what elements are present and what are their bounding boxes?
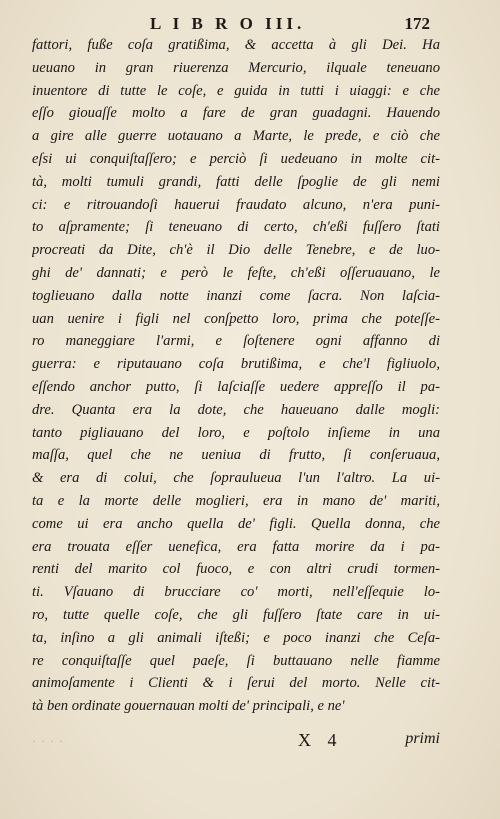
- signature-mark: X 4: [298, 730, 343, 750]
- running-head: L I B R O III.: [150, 14, 306, 33]
- text-line: guerra: e riputauano coſa brutißima, e che'l figliuolo,: [32, 356, 440, 373]
- text-line: renti del marito col fuoco, e con altri crudi tormen-: [32, 561, 440, 578]
- text-line: animoſamente i Clienti & i ſerui del morto. Nelle cit-: [32, 675, 440, 692]
- catchword: primi: [405, 730, 440, 747]
- text-line: tà, molti tumuli grandi, fatti delle ſpoglie de gli nemi: [32, 173, 440, 190]
- text-line: ta, inſino a gli animali iſteßi; e poco inanzi che Ceſa-: [32, 629, 440, 646]
- text-line: ro, tutte quelle coſe, che gli fuſſero ſtate care in ui-: [32, 606, 440, 623]
- page-header: [78, 14, 430, 36]
- text-line: ro maneggiare l'armi, e ſoſtenere ogni affanno di: [32, 333, 440, 350]
- text-line: dre. Quanta era la dote, che haueuano dalle mogli:: [32, 401, 440, 418]
- text-line: ghi de' dannati; e però le feſte, ch'eßi oſſeruauano, le: [32, 264, 440, 281]
- text-line: tanto pigliauano del loro, e poſtolo inſieme in una: [32, 424, 440, 441]
- text-line: a gire alle guerre uotauano a Marte, le prede, e ciò che: [32, 128, 440, 145]
- text-line: eſſendo anchor putto, ſi laſciaſſe uedere appreſſo il pa-: [32, 378, 440, 395]
- text-line: re conquiſtaſſe quel paeſe, ſi buttauano nelle fiamme: [32, 652, 440, 669]
- text-line: inuentore di tutte le coſe, e guida in tutti i uiaggi: e che: [32, 82, 440, 99]
- text-line: eſsi ui conquiſtaſſero; e perciò ſi uedeuano in molte cit-: [32, 150, 440, 167]
- text-line: to aſpramente; ſi teneuano di certo, ch'eßi fuſſero ſtati: [32, 219, 440, 236]
- text-line: come ui era ancho quella de' figli. Quella donna, che: [32, 515, 440, 532]
- text-line: ci: e ritrouandoſi hauerui fraudato alcuno, n'era puni-: [32, 196, 440, 213]
- text-line: era trouata eſſer uenefica, era fatta morire da i pa-: [32, 538, 440, 555]
- page-footer: [32, 730, 440, 754]
- page-number: 172: [404, 14, 430, 33]
- text-line: fattori, fuße coſa gratißima, & accetta à gli Dei. Ha: [32, 37, 440, 53]
- text-line: tà ben ordinate gouernauan molti de' principali, e ne': [32, 698, 345, 715]
- body-text: [32, 34, 440, 718]
- text-line: toglieuano dalla notte inanzi come ſacra. Non laſcia-: [32, 287, 440, 304]
- text-line: maſſa, quel che ne ueniua di frutto, ſi conſeruaua,: [32, 447, 440, 464]
- text-line: ueuano in gran riuerenza Mercurio, ilquale teneuano: [32, 59, 440, 76]
- text-line: & era di colui, che ſopraulueua l'un l'altro. La ui-: [32, 470, 440, 487]
- text-line: ta e la morte delle moglieri, era in mano de' mariti,: [32, 492, 440, 509]
- show-through-mark: · · · ·: [32, 734, 64, 748]
- text-line: eſſo giouaſſe molto a fare de gran guadagni. Hauendo: [32, 105, 440, 122]
- text-line: uan uenire i figli nel conſpetto loro, prima che poteſſe-: [32, 310, 440, 327]
- text-line: procreati da Dite, ch'è il Dio delle Tenebre, e de luo-: [32, 242, 440, 259]
- text-line: ti. Vſauano di brucciare co' morti, nell'eſſequie lo-: [32, 584, 440, 601]
